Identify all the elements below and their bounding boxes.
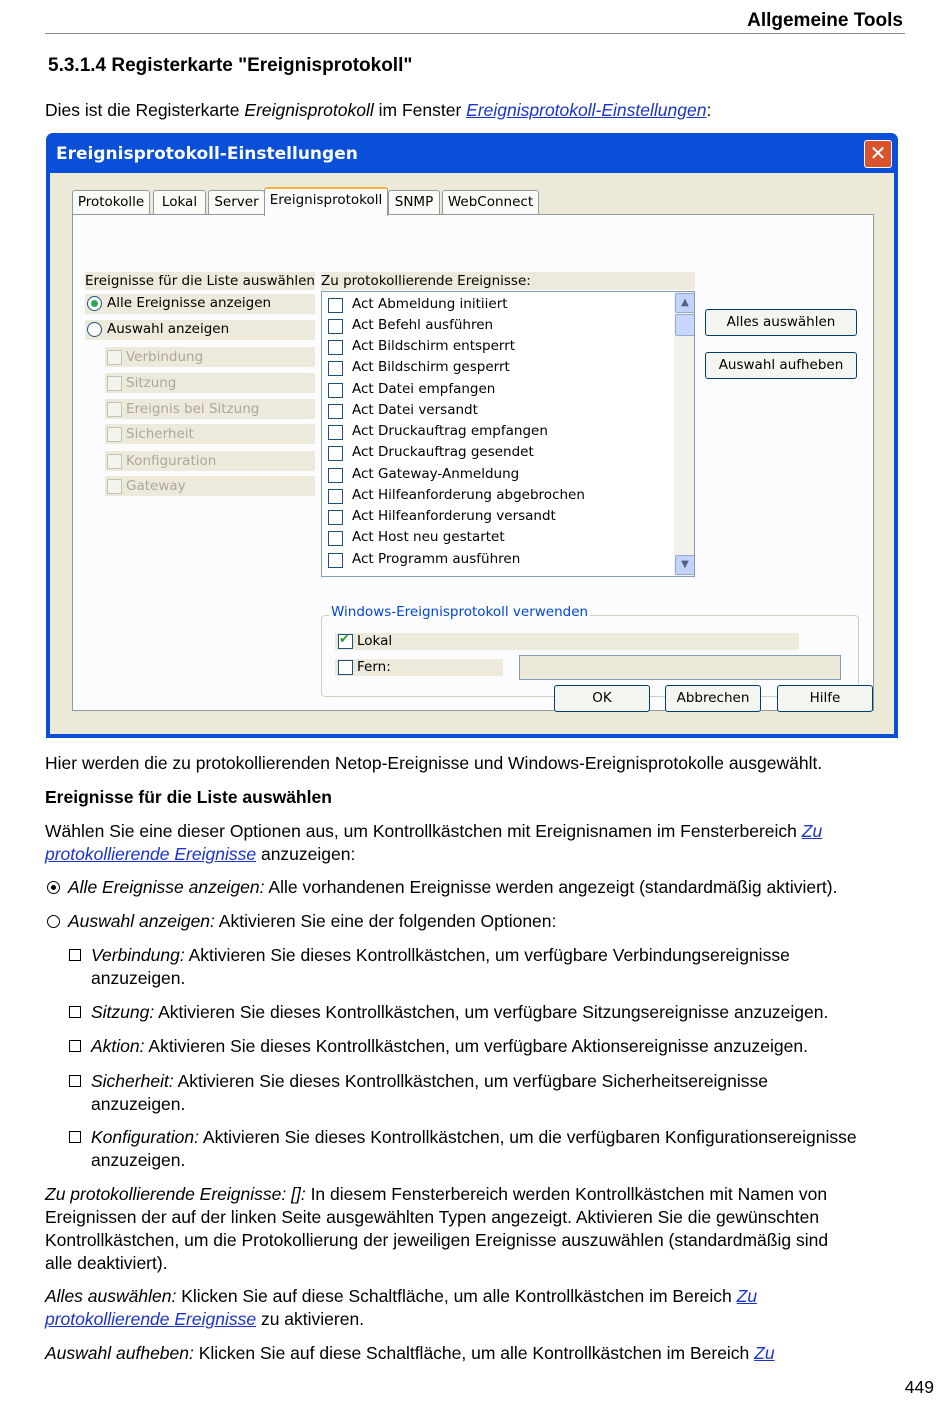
checkbox-bullet-icon [69,1040,81,1052]
subheading: Ereignisse für die Liste auswählen [45,787,332,807]
page-number: 449 [904,1377,934,1397]
right-label: Zu protokollierende Ereignisse: [321,272,695,290]
sub-option: Konfiguration: Aktivieren Sie dieses Kontrollkästchen, um die verfügbaren Konfigurationsereignisse anzuzeigen. [91,1127,857,1170]
scroll-up-icon[interactable]: ▲ [675,293,695,313]
filter-gateway[interactable] [105,476,315,496]
event-checkbox[interactable] [328,340,343,355]
tab-server[interactable]: Server [208,190,265,214]
paragraph-2: Wählen Sie eine dieser Optionen aus, um Kontrollkästchen mit Ereignisnamen im Fensterbereich Zu protokollierende Ereignisse anzuzeigen: [45,821,823,864]
local-row[interactable] [335,633,799,650]
sub-option: Sitzung: Aktivieren Sie dieses Kontrollkästchen, um verfügbare Sitzungsereignisse anzuzeigen. [91,1002,829,1022]
filter-label: Sicherheit [126,426,194,442]
events-link[interactable]: Zu [736,1286,758,1306]
filter-label: Sitzung [126,375,177,391]
paragraph-3: Zu protokollierende Ereignisse: []: In diesem Fensterbereich werden Kontrollkästchen mit Namen von Ereignissen der auf der linken Seite ausgewählten Typen angezeigt. Aktivieren Sie die gewünschten Kontrollkästchen, um die Protokollierung der jeweiligen Ereignisse auszuwählen (standardmäßig sind alle deaktiviert). [45,1184,829,1273]
filter-checkbox[interactable] [107,427,122,442]
checkbox-bullet-icon [69,1131,81,1143]
event-checkbox[interactable] [328,404,343,419]
paragraph-5: Auswahl aufheben: Klicken Sie auf diese Schaltfläche, um alle Kontrollkästchen im Bereich Zu [45,1343,775,1363]
remote-host-input[interactable] [519,655,841,680]
radio-bullet-icon [47,881,60,894]
local-label: Lokal [357,633,393,649]
events-listbox[interactable]: Act Abmeldung initiiert Act Befehl ausführen Act Bildschirm entsperrt Act Bildschirm gesperrt Act Datei empfangen Act Datei versandt Act Druckauftrag empfangen Act Druckauftrag gesendet Act Gateway-Anmeldung Act Hilfeanforderung abgebrochen Act Hilfeanforderung versandt Act Host neu gestartet Act Programm ausführen ▲ ▼ [321,291,695,577]
filter-checkbox[interactable] [107,376,122,391]
filter-checkbox[interactable] [107,479,122,494]
filter-label: Ereignis bei Sitzung [126,401,260,417]
radio-all[interactable] [87,296,102,311]
select-all-button[interactable]: Alles auswählen [705,309,857,336]
event-checkbox[interactable] [328,531,343,546]
events-link[interactable]: Zu [754,1343,775,1363]
event-checkbox[interactable] [328,468,343,483]
help-button[interactable]: Hilfe [777,685,873,712]
filter-ereignis-bei-sitzung[interactable] [105,399,315,419]
remote-checkbox[interactable] [338,660,353,675]
intro-paragraph: Dies ist die Registerkarte Ereignisprotokoll im Fenster Ereignisprotokoll-Einstellungen: [45,100,712,120]
events-link[interactable]: protokollierende Ereignisse [45,1309,257,1329]
event-checkbox[interactable] [328,319,343,334]
running-header: Allgemeine Tools [747,10,903,31]
filter-checkbox[interactable] [107,454,122,469]
filter-sicherheit[interactable] [105,424,315,444]
radio-select[interactable] [87,322,102,337]
filter-label: Gateway [126,478,186,494]
events-link[interactable]: Zu protokollierende Ereignisse [45,821,823,864]
radio-all-row[interactable] [85,294,315,314]
event-checkbox[interactable] [328,383,343,398]
scroll-thumb[interactable] [675,314,695,336]
filter-sitzung[interactable] [105,373,315,393]
list-scrollbar[interactable] [674,292,694,576]
filter-label: Konfiguration [126,453,217,469]
dialog-body [50,173,894,734]
tab-webconnect[interactable]: WebConnect [442,190,539,214]
ok-button[interactable]: OK [554,685,650,712]
left-label: Ereignisse für die Liste auswählen [85,273,315,289]
local-checkbox[interactable] [338,634,353,649]
event-checkbox[interactable] [328,425,343,440]
sub-option: Verbindung: Aktivieren Sie dieses Kontrollkästchen, um verfügbare Verbindungsereignisse anzuzeigen. [91,945,790,988]
tab-protokolle[interactable]: Protokolle [72,190,150,214]
remote-label: Fern: [357,659,391,675]
tab-snmp[interactable]: SNMP [388,190,440,214]
filter-konfiguration[interactable] [105,451,315,471]
scroll-down-icon[interactable]: ▼ [675,555,695,575]
tab-lokal[interactable]: Lokal [153,190,206,214]
settings-dialog [46,133,898,738]
filter-checkbox[interactable] [107,350,122,365]
radio-all-label: Alle Ereignisse anzeigen [107,295,272,311]
cancel-button[interactable]: Abbrechen [665,685,761,712]
event-checkbox[interactable] [328,510,343,525]
option-all: Alle Ereignisse anzeigen: Alle vorhandenen Ereignisse werden angezeigt (standardmäßig aktiviert). [68,877,838,897]
dialog-title: Ereignisprotokoll-Einstellungen [56,144,358,164]
sub-option: Sicherheit: Aktivieren Sie dieses Kontrollkästchen, um verfügbare Sicherheitsereignisse anzuzeigen. [91,1071,769,1114]
close-icon[interactable]: ✕ [864,140,892,168]
section-title: 5.3.1.4 Registerkarte "Ereignisprotokoll" [48,55,413,76]
event-checkbox[interactable] [328,553,343,568]
checkbox-bullet-icon [69,949,81,961]
filter-label: Verbindung [126,349,204,365]
filter-verbindung[interactable] [105,347,315,367]
dialog-link[interactable]: Ereignisprotokoll-Einstellungen [466,100,707,120]
tab-ereignisprotokoll[interactable]: Ereignisprotokoll [264,187,388,216]
event-checkbox[interactable] [328,361,343,376]
filter-checkbox[interactable] [107,402,122,417]
tab-panel [72,214,874,711]
event-checkbox[interactable] [328,298,343,313]
header-rule [45,33,905,34]
radio-bullet-icon [47,915,60,928]
radio-select-label: Auswahl anzeigen [107,321,230,337]
remote-row[interactable] [335,659,503,676]
event-checkbox[interactable] [328,446,343,461]
checkbox-bullet-icon [69,1006,81,1018]
paragraph-1: Hier werden die zu protokollierenden Netop-Ereignisse und Windows-Ereignisprotokolle ausgewählt. [45,753,823,773]
radio-select-row[interactable] [85,320,315,340]
event-checkbox[interactable] [328,489,343,504]
deselect-button[interactable]: Auswahl aufheben [705,352,857,379]
paragraph-4: Alles auswählen: Klicken Sie auf diese Schaltfläche, um alle Kontrollkästchen im Bereich Zu protokollierende Ereignisse zu aktivieren. [45,1286,758,1329]
sub-option: Aktion: Aktivieren Sie dieses Kontrollkästchen, um verfügbare Aktionsereignisse anzuzeigen. [91,1036,808,1056]
checkbox-bullet-icon [69,1075,81,1087]
option-select: Auswahl anzeigen: Aktivieren Sie eine der folgenden Optionen: [68,911,557,931]
group-label: Windows-Ereignisprotokoll verwenden [331,604,589,620]
